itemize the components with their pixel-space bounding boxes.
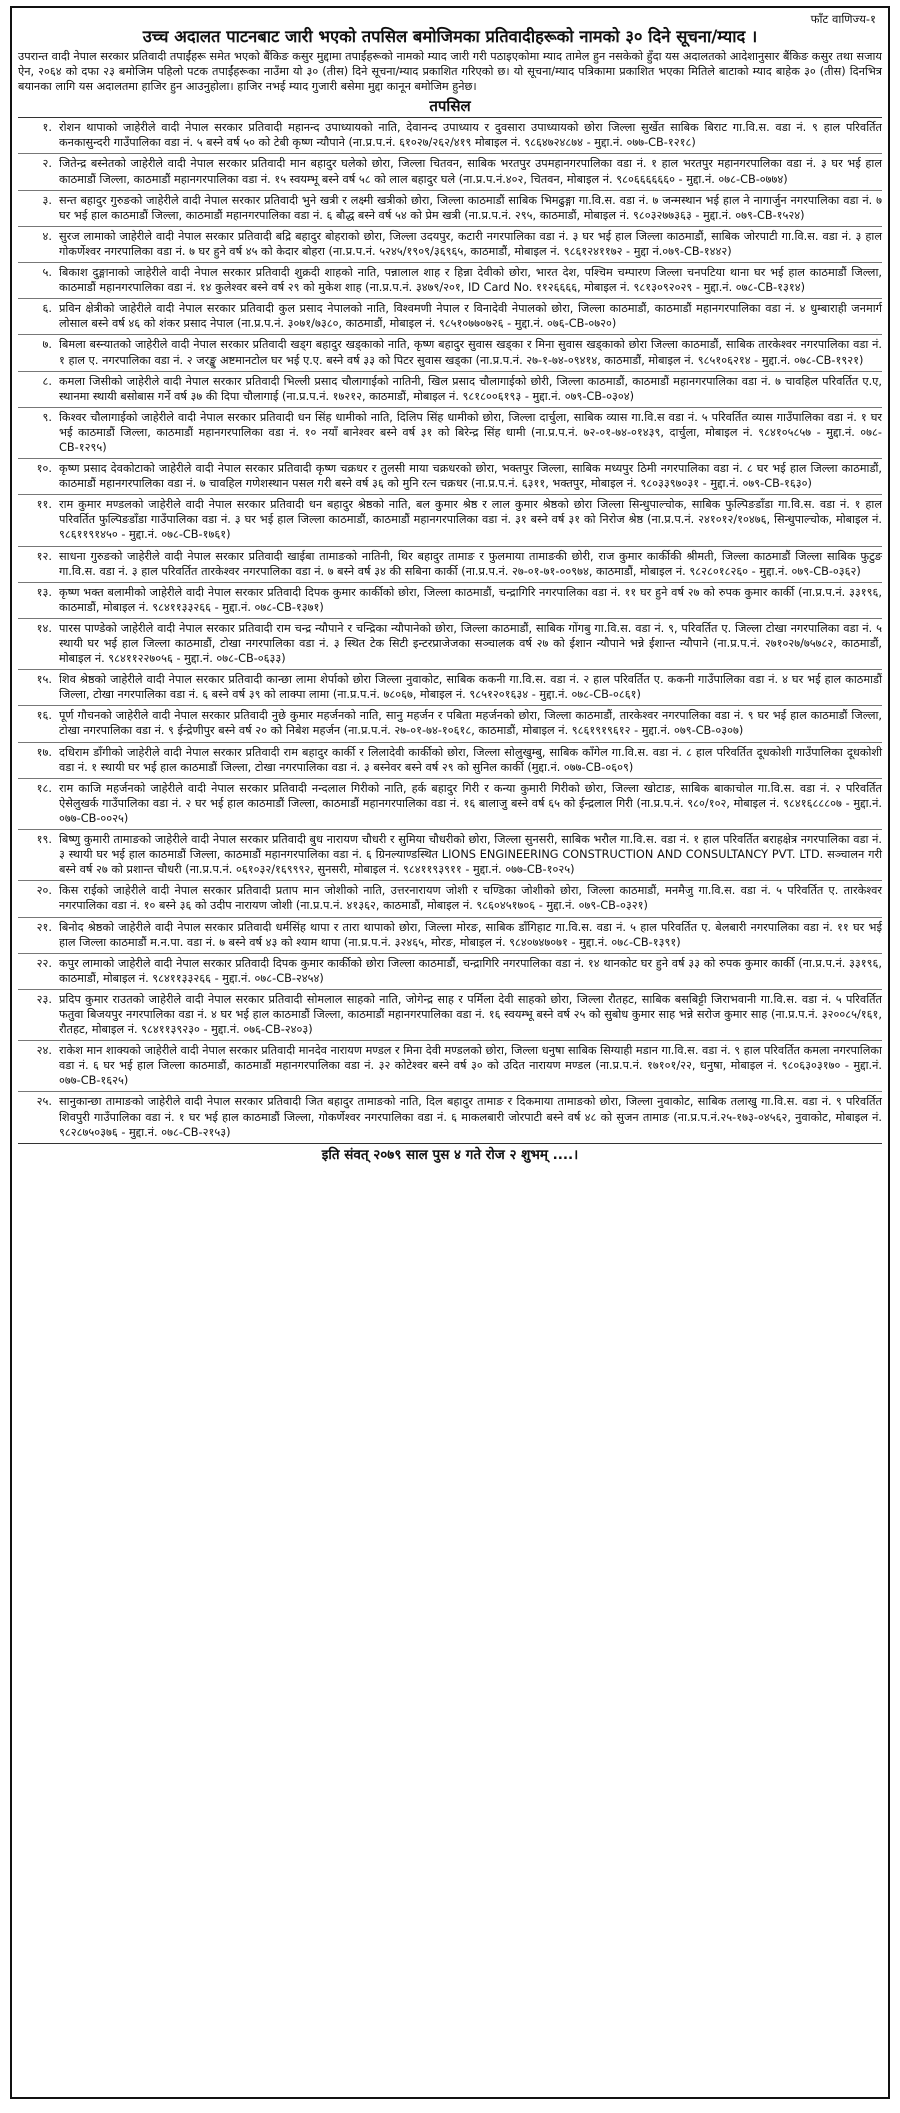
- list-item: [18, 117, 882, 153]
- list-item-number: १४.: [36, 621, 52, 635]
- list-item-number: ७.: [42, 338, 52, 352]
- list-item: [18, 742, 882, 778]
- list-item: [18, 190, 882, 226]
- section-heading: तपसिल: [429, 97, 471, 116]
- list-item-number: ३.: [42, 193, 52, 207]
- list-item-number: २५.: [36, 1095, 52, 1109]
- list-item-text: राकेश मान शाक्यको जाहेरीले वादी नेपाल सरकार प्रतिवादी मानदेव नारायण मण्डल र मिना देवी मण्डलको छोरा, जिल्ला धनुषा साबिक सिग्याही मडान गा.वि.स. वडा नं. ९ हाल परिवर्तित कमला नगरपालिका वडा नं. ६ घर भई हाल जिल्ला काठमाडौं, काठमाडौं महानगरपालिका वडा नं. ३२ कोटेश्वर बस्ने वर्ष ३० को उदित नारायण मण्डल (ना.प्र.प.नं. १७१०१/२२, धनुषा, मोबाइल नं. ९८०६३०३१७० - मुद्दा.नं. ०७७-CB-१६२५): [59, 1044, 882, 1088]
- list-item-text: जितेन्द्र बस्नेतको जाहेरीले वादी नेपाल सरकार प्रतिवादी मान बहादुर घलेको छोरा, जिल्ला चितवन, साबिक भरतपुर उपमहानगरपालिका वडा नं. १ हाल भरतपुर महानगरपालिका वडा नं. ३ घर भई हाल काठमाडौं जिल्ला, काठमाडौं महानगरपालिका वडा नं. १५ स्वयम्भू बस्ने वर्ष ५८ को लाल बहादुर घले (ना.प्र.प.नं.४०२, चितवन, मोबाइल नं. ९८०६६६६६६० - मुद्दा.नं. ०७८-CB-०७७४): [59, 157, 882, 186]
- list-item: [18, 334, 882, 370]
- notice-title: उच्च अदालत पाटनबाट जारी भएको तपसिल बमोजिमका प्रतिवादीहरूको नामको ३० दिने सूचना/म्याद ।: [142, 27, 758, 46]
- list-item: [18, 880, 882, 916]
- list-item: [18, 458, 882, 494]
- list-item-number: २२.: [36, 956, 52, 970]
- list-item-text: साधना गुरुङको जाहेरीले वादी नेपाल सरकार प्रतिवादी खाईबा तामाङको नातिनी, थिर बहादुर तामाङ र फुलमाया तामाङकी छोरी, राज कुमार कार्कीकी श्रीमती, जिल्ला काठमाडौं जिल्ला साबिक फुटुङ गा.वि.स. वडा नं. ३ हाल परिवर्तित तारकेश्वर नगरपालिका वडा नं. ७ बस्ने वर्ष ३४ की सबिना कार्की (ना.प्र.प.नं. २७-०१-७१-००९७४, काठमाडौं, मोबाइल नं. ९८२८०१८२६० - मुद्दा.नं. ०७९-CB-०३६२): [59, 549, 882, 578]
- list-item-number: ५.: [42, 266, 52, 280]
- list-item: [18, 546, 882, 582]
- list-item-text: बिमला बस्न्यातको जाहेरीले वादी नेपाल सरकार प्रतिवादी खड्ग बहादुर खड्काको नाति, कृष्ण बहादुर सुवास खड्का र मिना सुवास खड्काको छोरा जिल्ला काठमाडौं, साबिक तारकेश्वर नगरपालिका वडा नं. १ हाल ए. नगरपालिका वडा नं. २ जरङ्खु अष्टमानटोल घर भई ए.ए. बस्ने वर्ष ३३ को पिटर सुवास खड्का (ना.प्र.प.नं. २७-१-७४-०९४१४, काठमाडौं, मोबाइल नं. ९८५१०६२१४ - मुद्दा.नं. ०७८-CB-१९२१): [59, 338, 882, 367]
- list-item: [18, 1040, 882, 1091]
- list-item-number: १०.: [36, 462, 52, 476]
- list-item: [18, 989, 882, 1040]
- list-item: [18, 705, 882, 741]
- list-item-number: ११.: [36, 498, 52, 512]
- notice-footer: इति संवत् २०७९ साल पुस ४ गते रोज २ शुभम् ....।: [18, 1143, 882, 1165]
- list-item-number: १२.: [36, 549, 52, 563]
- list-item-number: ६.: [42, 302, 52, 316]
- list-item: [18, 953, 882, 989]
- list-item-text: शिव श्रेष्ठको जाहेरीले वादी नेपाल सरकार प्रतिवादी कान्छा लामा शेर्पाको छोरा जिल्ला नुवाकोट, साबिक ककनी गा.वि.स. वडा नं. २ हाल परिवर्तित ए. ककनी गाउँपालिका वडा नं. ४ घर भई हाल काठमाडौं जिल्ला, टोखा नगरपालिका वडा नं. ६ बस्ने वर्ष ३९ को लाक्पा लामा (ना.प्र.प.नं. ७८०६७, मोबाइल नं. ९८५१२०१६३४ - मुद्दा.नं. ०७८-CB-०८६१): [59, 673, 882, 702]
- list-item-text: प्रदिप कुमार राउतको जाहेरीले वादी नेपाल सरकार प्रतिवादी सोमलाल साहको नाति, जोगेन्द्र साह र पर्मिला देवी साहको छोरा, जिल्ला रौतहट, साबिक बसबिट्टी जिराभवानी गा.वि.स. वडा नं. ५ परिवर्तित फतुवा बिजयपुर नगरपालिका वडा नं. ४ घर भई हाल काठमाडौं जिल्ला, काठमाडौं महानगरपालिका वडा नं. १६ स्वयम्भू बस्ने वर्ष २५ को सुबोध कुमार साह भन्ने सरोज कुमार साह (ना.प्र.प.नं. ३२००८५/१६१, रौतहट, मोबाइल नं. ९८४११३९२३० - मुद्दा.नं. ०७६-CB-२४०३): [59, 992, 882, 1037]
- court-notice: [10, 6, 890, 2099]
- list-item-text: कमला जिसीको जाहेरीले वादी नेपाल सरकार प्रतिवादी भिल्ली प्रसाद चौलागाईको नातिनी, खिल प्रसाद चौलागाईको छोरी, जिल्ला काठमाडौं, काठमाडौं महानगरपालिका वडा नं. ७ चावहिल परिवर्तित ए.ए, स्थानमा स्थायी बसोबास गर्ने वर्ष ३७ की दिपा चौलागाई (ना.प्र.प.नं. १७२१२, काठमाडौं, मोबाइल नं. ९८१८००६१९३ - मुद्दा.नं. ०७९-CB-०३०४): [59, 374, 883, 403]
- list-item: [18, 778, 882, 829]
- list-item-number: १९.: [36, 833, 52, 847]
- list-item-text: सानुकान्छा तामाङको जाहेरीले वादी नेपाल सरकार प्रतिवादी जित बहादुर तामाङको नाति, दिल बहादुर तामाङ र दिकमाया तामाङको छोरा, जिल्ला नुवाकोट, साबिक तलाखु गा.वि.स. वडा नं. ९ परिवर्तित शिवपुरी गाउँपालिका वडा नं. १ घर भई हाल काठमाडौं जिल्ला, गोकर्णेश्वर नगरपालिका वडा नं. ६ माकलबारी जोरपाटी बस्ने वर्ष ४८ को सुजन तामाङ (ना.प्र.प.नं.२५-१७३-०४५६२, नुवाकोट, मोबाइल नं. ९८२८७५०३७६ - मुद्दा.नं. ०७८-CB-२१५३): [59, 1095, 882, 1139]
- list-item-text: बिनोद श्रेष्ठको जाहेरीले वादी नेपाल सरकार प्रतिवादी धर्मसिंह थापा र तारा थापाको छोरा, जिल्ला मोरङ, साबिक डाँगिहाट गा.वि.स. वडा नं. ५ हाल परिवर्तित ए. बेलबारी नगरपालिका वडा नं. ११ घर भई हाल जिल्ला काठमाडौं म.न.पा. वडा नं. ७ बस्ने वर्ष ४३ को श्याम थापा (ना.प्र.प.नं. ३२४६५, मोरङ, मोबाइल नं. ९८४०७४७०७१ - मुद्दा.नं. ०७८-CB-१३९१): [59, 920, 882, 949]
- list-item: [18, 226, 882, 262]
- list-item-text: बिकाश दुङ्गानाको जाहेरीले वादी नेपाल सरकार प्रतिवादी शुक्रदी शाहको नाति, पन्नालाल शाह र हिन्ना देवीको छोरा, भारत देश, पश्चिम चम्पारण जिल्ला चनपटिया थाना घर भई हाल काठमाडौं जिल्ला, काठमाडौं महानगरपालिका वडा नं. १४ कुलेश्वर बस्ने वर्ष २९ को मुकेश शाह (ना.प्र.प.नं. ३४७९/२०१, ID Card No. ११२६६६६, मोबाइल नं. ९८१३०९२०२९ - मुद्दा.नं. ०७८-CB-१३१४): [59, 266, 882, 295]
- list-item: [18, 917, 882, 953]
- list-item: [18, 298, 882, 334]
- list-item-number: १८.: [36, 781, 52, 795]
- list-item-number: १३.: [36, 585, 52, 599]
- list-item-number: १६.: [36, 709, 52, 723]
- list-item-text: किश्वर चौलागाईको जाहेरीले वादी नेपाल सरकार प्रतिवादी धन सिंह धामीको नाति, दिलिप सिंह धामीको छोरा, जिल्ला दार्चुला, साबिक व्यास गा.वि.स वडा नं. ५ परिवर्तित व्यास गाउँपालिका वडा नं. १ घर भई काठमाडौं जिल्ला, काठमाडौं महानगरपालिका वडा नं. १० नयाँ बानेश्वर बस्ने वर्ष ३१ को बिरेन्द्र सिंह धामी (ना.प्र.प.नं. ७२-०१-७४-०१४३९, दार्चुला, मोबाइल नं. ९८४१०५८५७ - मुद्दा.नं. ०७८-CB-१२९५): [59, 410, 882, 454]
- list-item-text: कृष्ण प्रसाद देवकोटाको जाहेरीले वादी नेपाल सरकार प्रतिवादी कृष्ण चक्रधर र तुलसी माया चक्रधरको छोरा, भक्तपुर जिल्ला, साबिक मध्यपुर ठिमी नगरपालिका वडा नं. ८ घर भई हाल जिल्ला काठमाडौं, काठमाडौं महानगरपालिका वडा नं. ७ चावहिल गणेशस्थान पसल गरी बस्ने वर्ष ३६ को मुनि रत्न चक्रधर (ना.प्र.प.नं. ६३११, भक्तपुर, मोबाइल नं. ९८०३३९७०३१ - मुद्दा.नं. ०७९-CB-१६३०): [59, 462, 882, 491]
- list-item-text: रोशन थापाको जाहेरीले वादी नेपाल सरकार प्रतिवादी महानन्द उपाध्यायको नाति, देवानन्द उपाध्याय र दुवसारा उपाध्यायको छोरा जिल्ला सुर्खेत साबिक बिराट गा.वि.स. वडा नं. ९ हाल परिवर्तित कनकासुन्दरी गाउँपालिका वडा नं. ५ बस्ने वर्ष ५० को टेबी कृष्ण न्यौपाने (ना.प्र.प.नं. ६१०२७/२६२/४१९ मोबाइल नं. ९८६४७२४८७४ - मुद्दा.नं. ०७७-CB-१२१८): [59, 121, 882, 150]
- list-item-number: १५.: [36, 673, 52, 687]
- list-item-number: ८.: [42, 374, 52, 388]
- list-item: [18, 829, 882, 880]
- list-item-text: दधिराम डाँगीको जाहेरीले वादी नेपाल सरकार प्रतिवादी राम बहादुर कार्की र लिलादेवी कार्कीको छोरा, जिल्ला सोलुखुम्बु, साबिक काँगेल गा.वि.स. वडा नं. ८ हाल परिवर्तित दूधकोशी गाउँपालिका दूधकोशी वडा नं. १ स्थायी घर भई हाल काठमाडौं जिल्ला, टोखा नगरपालिका वडा नं. ३ बस्नेवर बस्ने वर्ष २९ को सुनिल कार्की (मुद्दा.नं. ०७७-CB-०६०९): [59, 745, 882, 774]
- list-item-text: प्रविन क्षेत्रीको जाहेरीले वादी नेपाल सरकार प्रतिवादी कुल प्रसाद नेपालको नाति, विश्वमणी नेपाल र विनादेवी नेपालको छोरा, जिल्ला काठमाडौं, काठमाडौं महानगरपालिका वडा नं. ४ धुम्बाराही जनमार्ग लोसाल बस्ने वर्ष ४६ को शंकर प्रसाद नेपाल (ना.प्र.प.नं. ३०७१/७३८०, काठमाडौं, मोबाइल नं. ९८५१०७७०७२६ - मुद्दा.नं. ०७६-CB-०७२०): [59, 302, 882, 331]
- list-item-number: २३.: [36, 992, 52, 1006]
- list-item-text: पारस पाण्डेको जाहेरीले वादी नेपाल सरकार प्रतिवादी राम चन्द्र न्यौपाने र चन्द्रिका न्यौपानेको छोरा, जिल्ला काठमाडौं, साबिक गोंगबु गा.वि.स. वडा नं. ९, परिवर्तित ए. जिल्ला टोखा नगरपालिका वडा नं. ५ स्थायी घर भई हाल जिल्ला काठमाडौं, टोखा नगरपालिका वडा नं. ३ स्थित टेक सिटी इन्टरप्राजेजका सञ्चालक वर्ष २७ को ईशान न्यौपाने भन्ने ईशान्त न्यौपाने (ना.प्र.प.नं. २७१०२७/७५७८२, काठमाडौं, मोबाइल नं. ९८४११२२७०५६ - मुद्दा.नं. ०७८-CB-०६३३): [59, 621, 882, 666]
- list-item-text: कृष्ण भक्त बलामीको जाहेरीले वादी नेपाल सरकार प्रतिवादी दिपक कुमार कार्कीको छोरा, जिल्ला काठमाडौं, चन्द्रागिरि नगरपालिका वडा नं. ११ घर हुने वर्ष २७ को रुपक कुमार कार्की (ना.प्र.प.नं. ३३१९६, काठमाडौं, मोबाइल नं. ९८४११३३२६६ - मुद्दा.नं. ०७८-CB-१३७१): [59, 585, 882, 614]
- list-item-number: १.: [42, 121, 52, 135]
- list-item: [18, 407, 882, 458]
- list-item-number: २४.: [36, 1044, 52, 1058]
- list-item-number: ९.: [42, 410, 52, 424]
- list-item-number: २१.: [36, 920, 52, 934]
- list-item-number: ४.: [42, 229, 52, 243]
- list-item-text: राम कुमार मण्डलको जाहेरीले वादी नेपाल सरकार प्रतिवादी धन बहादुर श्रेष्ठको नाति, बल कुमार श्रेष्ठ र लाल कुमार श्रेष्ठको छोरा जिल्ला सिन्धुपाल्चोक, साबिक फुल्पिङडाँडा गा.वि.स. वडा नं. १ हाल परिवर्तित फुल्पिङडाँडा गाउँपालिका वडा नं. ३ घर भई हाल जिल्ला काठमाडौं, काठमाडौं महानगरपालिका वडा नं. ३१ बस्ने वर्ष ३१ को निरोज श्रेष्ठ (ना.प्र.प.नं. २४१०१२/१०४७६, सिन्धुपाल्चोक, मोबाइल नं. ९८६११९१४५० - मुद्दा.नं. ०७८-CB-१७६१): [59, 498, 882, 542]
- list-item-text: कपुर लामाको जाहेरीले वादी नेपाल सरकार प्रतिवादी दिपक कुमार कार्कीको छोरा जिल्ला काठमाडौं, चन्द्रागिरि नगरपालिका वडा नं. १४ थानकोट घर हुने वर्ष ३३ को रुपक कुमार कार्की (ना.प्र.प.नं. ३३१९६, काठमाडौं, मोबाइल नं. ९८४११३३२६६ - मुद्दा.नं. ०७८-CB-२४५४): [59, 956, 882, 985]
- list-item-number: २.: [42, 157, 52, 171]
- list-item-text: बिष्णु कुमारी तामाङको जाहेरीले वादी नेपाल सरकार प्रतिवादी बुध नारायण चौधरी र सुमिया चौधरीको छोरा, जिल्ला सुनसरी, साबिक भरौल गा.वि.स. वडा नं. १ हाल परिवर्तित बराहक्षेत्र नगरपालिका वडा नं. ३ स्थायी घर भई हाल काठमाडौं जिल्ला, काठमाडौं महानगरपालिका वडा नं. ६ ग्रिनल्याण्डस्थित LIONS ENGINEERING CONSTRUCTION AND CONSULTANCY PVT. LTD. सञ्चालन गरी बस्ने वर्ष २७ को प्रशान्त चौधरी (ना.प्र.प.नं. ०६१०३२/१६९९९२, सुनसरी, मोबाइल नं. ९८४११९३९११ - मुद्दा.नं. ०७७-CB-१०२५): [59, 833, 882, 877]
- list-item: [18, 1091, 882, 1142]
- notice-intro: उपरान्त वादी नेपाल सरकार प्रतिवादी तपाईंहरू समेत भएको बैंकिङ कसुर मुद्दामा तपाईंहरूको नामको म्याद जारी गरी पठाइएकोमा म्याद तामेल हुन नसकेको हुँदा यस अदालतको आदेशानुसार बैंकिङ कसुर तथा सजाय ऐन, २०६४ को दफा २३ बमोजिम पहिलो पटक तपाईंहरूका नाउँमा यो ३० (तीस) दिने सूचना/म्याद प्रकाशित गरिएको छ। यो सूचना/म्याद पत्रिकामा प्रकाशित भएका मितिले बाटाको म्याद बाहेक ३० (तीस) दिनभित्र बयानका लागि यस अदालतमा हाजिर हुन आउनुहोला। हाजिर नभई म्याद गुजारी बसेमा मुद्दा कानून बमोजिम हुनेछ।: [18, 50, 882, 94]
- list-item: [18, 262, 882, 298]
- list-item-text: किस राईको जाहेरीले वादी नेपाल सरकार प्रतिवादी प्रताप मान जोशीको नाति, उत्तरनारायण जोशी र चण्डिका जोशीको छोरा, जिल्ला काठमाडौं, मनमैजु गा.वि.स. वडा नं. ५ परिवर्तित ए. तारकेश्वर नगरपालिका वडा नं. १० बस्ने ३६ को उदीप नारायण जोशी (ना.प्र.प.नं. ४१३६२, काठमाडौं, मोबाइल नं. ९८६०४५१७०६ - मुद्दा.नं. ०७९-CB-०३२१): [59, 884, 882, 913]
- list-item: [18, 618, 882, 669]
- list-item: [18, 669, 882, 705]
- form-code: फाँट वाणिज्य-१: [810, 12, 876, 26]
- list-item: [18, 494, 882, 545]
- list-item-text: सन्त बहादुर गुरुङको जाहेरीले वादी नेपाल सरकार प्रतिवादी भुने खत्री र लक्ष्मी खत्रीको छोरा, जिल्ला काठमाडौं साबिक भिमढुङ्गा गा.वि.स. वडा नं. ७ जन्मस्थान भई हाल ने नागार्जुन नगरपालिका वडा नं. ७ घर भई हाल काठमाडौं जिल्ला, काठमाडौं महानगरपालिका वडा नं. ६ बौद्ध बस्ने वर्ष ५४ को प्रेम खत्री (ना.प्र.प.नं. २९५, काठमाडौं, मोबाइल नं. ९८०३२७७३६३ - मुद्दा.नं. ०७९-CB-१५२४): [59, 193, 882, 222]
- defendant-list: [18, 117, 882, 1142]
- list-item-number: १७.: [36, 745, 52, 759]
- list-item-number: २०.: [36, 884, 52, 898]
- list-item-text: पूर्ण गौचनको जाहेरीले वादी नेपाल सरकार प्रतिवादी नुछे कुमार महर्जनको नाति, सानु महर्जन र पबिता महर्जनको छोरा, जिल्ला काठमाडौं, तारकेश्वर नगरपालिका वडा नं. ९ घर भई हाल काठमाडौं जिल्ला, टोखा नगरपालिका वडा नं. ९ ईन्द्रेणीपुर बस्ने वर्ष २० को निबेश महर्जन (ना.प्र.प.नं. २७-०१-७४-१०६१८, काठमाडौं, मोबाइल नं. ९८६१९१९६१२ - मुद्दा.नं. ०७९-CB-०३०७): [59, 709, 882, 738]
- list-item: [18, 371, 882, 407]
- list-item-text: राम काजि महर्जनको जाहेरीले वादी नेपाल सरकार प्रतिवादी नन्दलाल गिरीको नाति, हर्क बहादुर गिरी र कन्या कुमारी गिरीको छोरा, जिल्ला खोटाङ, साबिक बाकाचोल गा.वि.स. वडा नं. २ परिवर्तित ऐसेलुखर्क गाउँपालिका वडा नं. २ घर भई हाल काठमाडौं जिल्ला, काठमाडौं महानगरपालिका वडा नं. १६ बालाजु बस्ने वर्ष ६५ को ईन्द्रलाल गिरी (ना.प्र.प.नं. ९८०/१०२, मोबाइल नं. ९८४१६८८८०७ - मुद्दा.नं. ०७७-CB-००२५): [59, 781, 882, 825]
- list-item: [18, 582, 882, 618]
- list-item-text: सुरज लामाको जाहेरीले वादी नेपाल सरकार प्रतिवादी बद्रि बहादुर बोहराको छोरा, जिल्ला उदयपुर, कटारी नगरपालिका वडा नं. ३ घर भई हाल जिल्ला काठमाडौं, साबिक जोरपाटी गा.वि.स. वडा नं. ३ हाल गोकर्णेश्वर नगरपालिका वडा नं. ७ घर हुने वर्ष ४५ को केदार बोहरा (ना.प्र.प.नं. ५२४५/१९०९/३६९६५, काठमाडौं, मोबाइल नं. ९८६१२४११७२ - मुद्दा नं.०७९-CB-१४४२): [59, 229, 882, 258]
- list-item: [18, 153, 882, 189]
